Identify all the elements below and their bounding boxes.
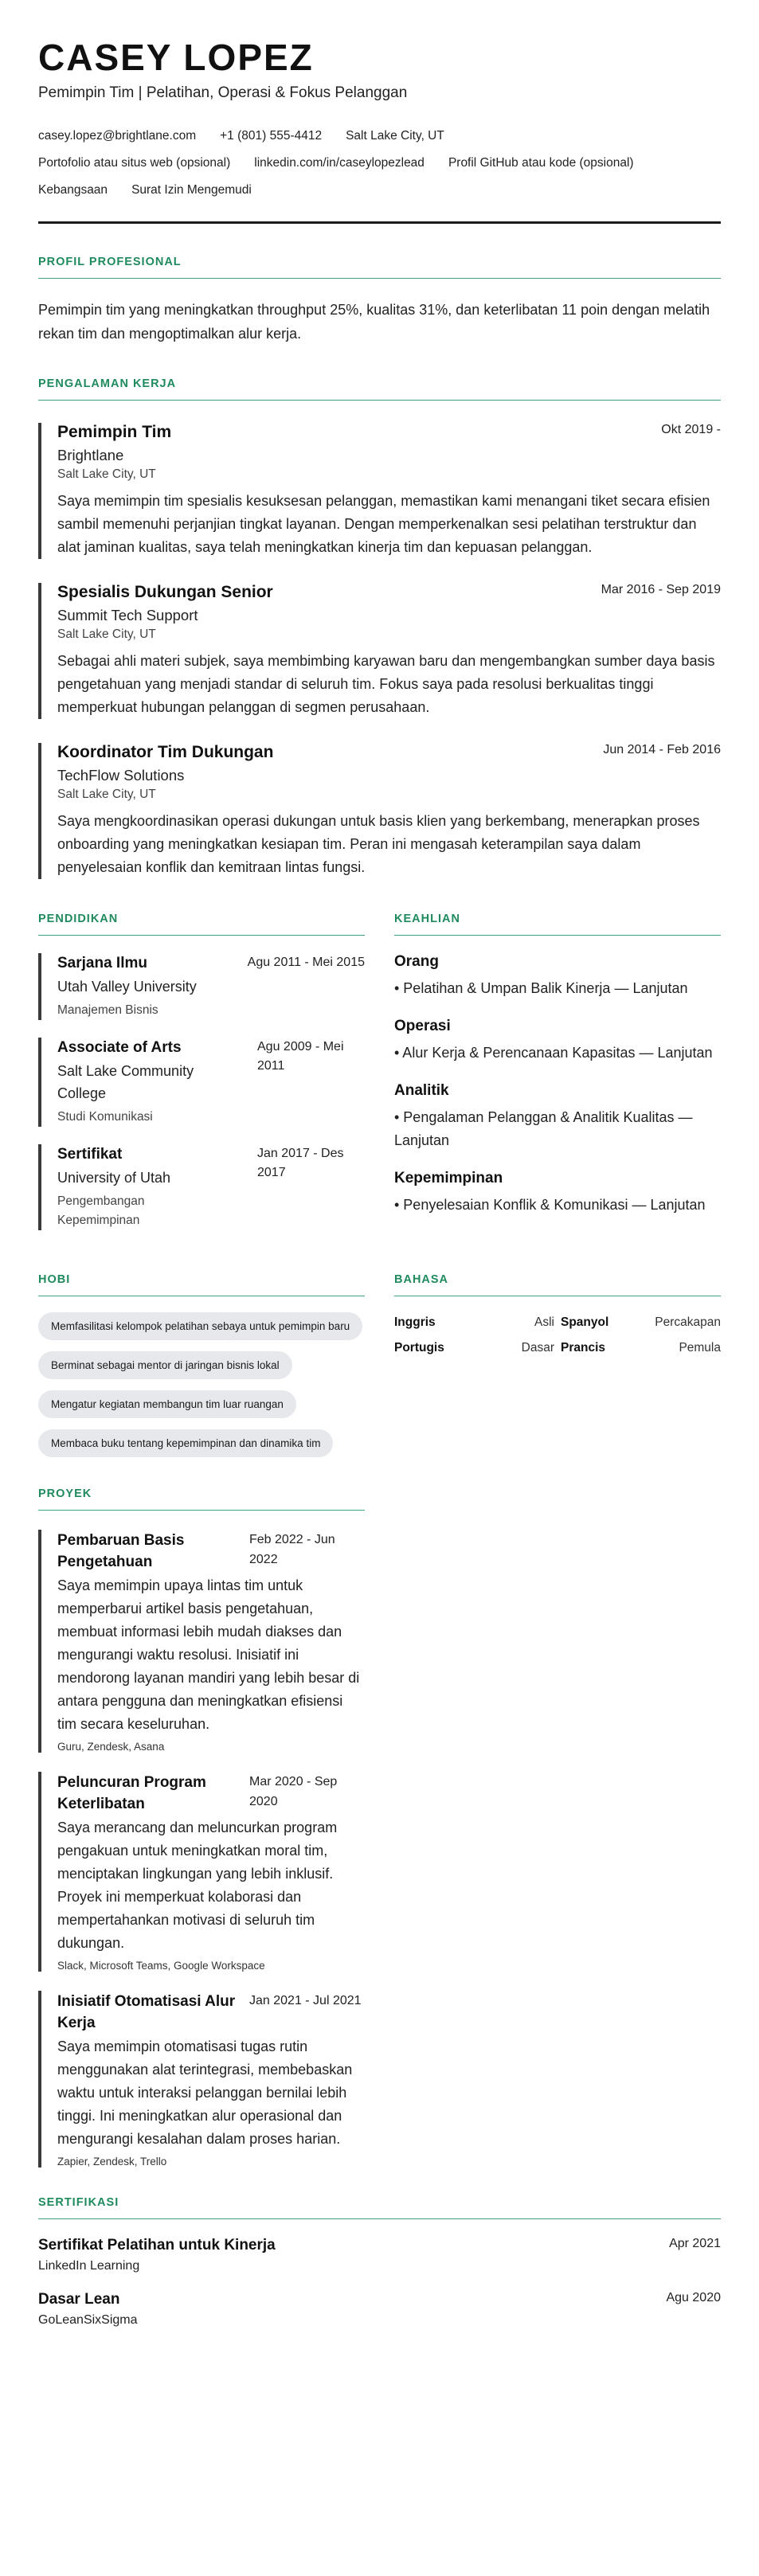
project-title: Inisiatif Otomatisasi Alur Kerja <box>57 1993 236 2031</box>
phone-number: +1 (801) 555-4412 <box>220 129 323 143</box>
education-date: Jan 2017 - Des 2017 <box>257 1147 344 1179</box>
certification-entry <box>38 2237 721 2273</box>
job-date: Mar 2016 - Sep 2019 <box>601 583 721 596</box>
section-heading: BAHASA <box>394 1273 721 1296</box>
certification-issuer: GoLeanSixSigma <box>38 2313 138 2327</box>
project-description: Saya memimpin upaya lintas tim untuk memperbarui artikel basis pengetahuan, membuat informasi lebih mudah diakses dan mengurangi waktu resolusi. Inisiatif ini mendorong layanan mandiri yang lebih besar di antara pengguna dan meningkatkan efisiensi tim secara keseluruhan. <box>57 1577 360 1732</box>
language-level: Percakapan <box>655 1315 721 1329</box>
skill-category: Kepemimpinan <box>394 1170 503 1186</box>
project-entry <box>38 1530 365 1753</box>
hobby-tag: Membaca buku tentang kepemimpinan dan dinamika tim <box>38 1429 333 1457</box>
language-item <box>394 1341 554 1355</box>
language-list <box>394 1315 721 1355</box>
language-name: Spanyol <box>561 1315 609 1329</box>
skill-item: • Pengalaman Pelanggan & Analitik Kualitas — Lanjutan <box>394 1109 693 1148</box>
drivers-license-text: Surat Izin Mengemudi <box>131 183 252 197</box>
project-tools: Guru, Zendesk, Asana <box>57 1741 165 1753</box>
job-title: Koordinator Tim Dukungan <box>57 743 274 761</box>
education-field: Manajemen Bisnis <box>57 1003 158 1017</box>
certification-title: Dasar Lean <box>38 2291 120 2308</box>
language-name: Inggris <box>394 1315 436 1329</box>
education-entry <box>38 953 365 1020</box>
education-entry <box>38 1038 365 1127</box>
summary-text: Pemimpin tim yang meningkatkan throughput 25%, kualitas 31%, dan keterlibatan 11 poin dengan melatih rekan tim dan mengoptimalkan alur kerja. <box>38 302 710 342</box>
linkedin-link[interactable]: linkedin.com/in/caseylopezlead <box>254 156 424 170</box>
job-entry <box>38 743 721 879</box>
email-link[interactable]: casey.lopez@brightlane.com <box>38 129 197 143</box>
hobby-tag: Mengatur kegiatan membangun tim luar ruangan <box>38 1390 296 1418</box>
language-item <box>561 1341 721 1355</box>
section-heading: SERTIFIKASI <box>38 2196 721 2219</box>
section-heading: PENGALAMAN KERJA <box>38 377 721 401</box>
job-entry <box>38 423 721 559</box>
project-date: Mar 2020 - Sep 2020 <box>249 1775 338 1808</box>
job-description: Saya mengkoordinasikan operasi dukungan untuk basis klien yang berkembang, menerapkan proses onboarding yang meningkatkan kesiapan tim. Peran ini mengasah keterampilan saya dalam penyelesaian konflik dan kemitraan lintas fungsi. <box>57 813 700 875</box>
section-heading: PENDIDIKAN <box>38 913 365 936</box>
job-description: Sebagai ahli materi subjek, saya membimbing karyawan baru dan mengembangkan sumber daya basis pengetahuan yang menjadi standar di seluruh tim. Fokus saya pada resolusi berkualitas tinggi memperkuat hubungan pelanggan di segmen perusahaan. <box>57 653 715 715</box>
job-date: Okt 2019 - <box>661 423 721 436</box>
contact-row <box>38 123 721 150</box>
job-company: Summit Tech Support <box>57 607 198 623</box>
skill-group <box>394 1018 721 1065</box>
language-item <box>561 1315 721 1330</box>
github-link[interactable]: Profil GitHub atau kode (opsional) <box>448 156 634 170</box>
experience-section <box>38 377 721 879</box>
skills-section <box>394 913 721 1230</box>
education-field: Studi Komunikasi <box>57 1110 153 1124</box>
hobbies-section <box>38 1273 365 1457</box>
contact-row <box>38 177 721 204</box>
certifications-section <box>38 2196 721 2328</box>
skill-group <box>394 1082 721 1152</box>
certification-title: Sertifikat Pelatihan untuk Kinerja <box>38 2237 276 2254</box>
candidate-headline: Pemimpin Tim | Pelatihan, Operasi & Fokus Pelanggan <box>38 84 408 101</box>
contact-info <box>38 123 721 204</box>
job-date: Jun 2014 - Feb 2016 <box>603 743 721 756</box>
project-tools: Slack, Microsoft Teams, Google Workspace <box>57 1960 265 1972</box>
job-company: Brightlane <box>57 447 124 463</box>
certification-date: Apr 2021 <box>669 2237 721 2250</box>
hobbies-languages-row <box>38 1273 721 1457</box>
education-school: University of Utah <box>57 1170 171 1186</box>
skill-item: • Pelatihan & Umpan Balik Kinerja — Lanjutan <box>394 980 688 996</box>
education-date: Agu 2011 - Mei 2015 <box>247 956 365 969</box>
project-description: Saya memimpin otomatisasi tugas rutin menggunakan alat terintegrasi, membebaskan waktu untuk interaksi pelanggan bernilai lebih tinggi. Ini meningkatkan alur operasional dan mengurangi kesalahan dalam proses harian. <box>57 2039 353 2147</box>
job-company: TechFlow Solutions <box>57 767 185 784</box>
language-level: Dasar <box>521 1341 554 1354</box>
hobby-tag: Berminat sebagai mentor di jaringan bisnis lokal <box>38 1351 292 1379</box>
project-title: Peluncuran Program Keterlibatan <box>57 1774 206 1812</box>
project-entry <box>38 1772 365 1972</box>
job-location: Salt Lake City, UT <box>57 627 156 641</box>
language-item <box>394 1315 554 1330</box>
language-level: Asli <box>534 1315 554 1329</box>
languages-section <box>394 1273 721 1457</box>
job-list <box>38 423 721 879</box>
education-degree: Sarjana Ilmu <box>57 955 147 971</box>
education-degree: Associate of Arts <box>57 1039 182 1056</box>
certification-date: Agu 2020 <box>666 2291 721 2304</box>
skill-group <box>394 1170 721 1217</box>
education-school: Salt Lake Community College <box>57 1063 194 1101</box>
education-school: Utah Valley University <box>57 979 197 995</box>
skill-category: Orang <box>394 953 439 970</box>
hobby-tag: Memfasilitasi kelompok pelatihan sebaya untuk pemimpin baru <box>38 1312 362 1340</box>
skill-category: Operasi <box>394 1018 451 1034</box>
candidate-name: CASEY LOPEZ <box>38 37 314 78</box>
hobby-list <box>38 1301 365 1457</box>
section-heading: PROFIL PROFESIONAL <box>38 256 721 279</box>
skill-item: • Alur Kerja & Perencanaan Kapasitas — Lanjutan <box>394 1045 713 1061</box>
education-skills-row <box>38 913 721 1230</box>
section-heading: HOBI <box>38 1273 365 1296</box>
education-entry <box>38 1144 365 1230</box>
contact-row <box>38 150 721 177</box>
language-name: Prancis <box>561 1341 606 1354</box>
job-title: Pemimpin Tim <box>57 423 172 441</box>
certification-entry <box>38 2291 721 2328</box>
language-level: Pemula <box>679 1341 721 1354</box>
project-entry <box>38 1991 365 2168</box>
skill-category: Analitik <box>394 1082 449 1099</box>
job-location: Salt Lake City, UT <box>57 788 156 801</box>
location-text: Salt Lake City, UT <box>346 129 444 143</box>
project-date: Jan 2021 - Jul 2021 <box>249 1994 362 2007</box>
projects-section <box>38 1487 365 2168</box>
section-heading: KEAHLIAN <box>394 913 721 936</box>
certification-issuer: LinkedIn Learning <box>38 2259 140 2273</box>
project-description: Saya merancang dan meluncurkan program pengakuan untuk meningkatkan moral tim, menciptakan lingkungan yang lebih inklusif. Proyek ini memperkuat kolaborasi dan mempertahankan motivasi di seluruh tim dukungan. <box>57 1820 338 1951</box>
project-title: Pembaruan Basis Pengetahuan <box>57 1532 185 1570</box>
nationality-text: Kebangsaan <box>38 183 108 197</box>
education-degree: Sertifikat <box>57 1146 123 1163</box>
job-title: Spesialis Dukungan Senior <box>57 583 273 601</box>
section-heading: PROYEK <box>38 1487 365 1511</box>
education-date: Agu 2009 - Mei 2011 <box>257 1040 344 1073</box>
header-divider <box>38 221 721 224</box>
project-date: Feb 2022 - Jun 2022 <box>249 1533 335 1566</box>
job-entry <box>38 583 721 719</box>
language-name: Portugis <box>394 1341 444 1354</box>
portfolio-link[interactable]: Portofolio atau situs web (opsional) <box>38 156 231 170</box>
skill-item: • Penyelesaian Konflik & Komunikasi — Lanjutan <box>394 1197 706 1213</box>
resume-header <box>38 37 721 224</box>
skill-group <box>394 953 721 1000</box>
education-section <box>38 913 365 1230</box>
education-field: Pengembangan Kepemimpinan <box>57 1194 145 1227</box>
job-location: Salt Lake City, UT <box>57 467 156 481</box>
job-description: Saya memimpin tim spesialis kesuksesan pelanggan, memastikan kami menangani tiket secara efisien sambil memenuhi perjanjian tingkat layanan. Dengan memperkenalkan sesi pelatihan terstruktur dan alat jaminan kualitas, saya telah meningkatkan kinerja tim dan kepuasan pelanggan. <box>57 493 710 555</box>
summary-section <box>38 256 721 346</box>
project-tools: Zapier, Zendesk, Trello <box>57 2156 167 2168</box>
